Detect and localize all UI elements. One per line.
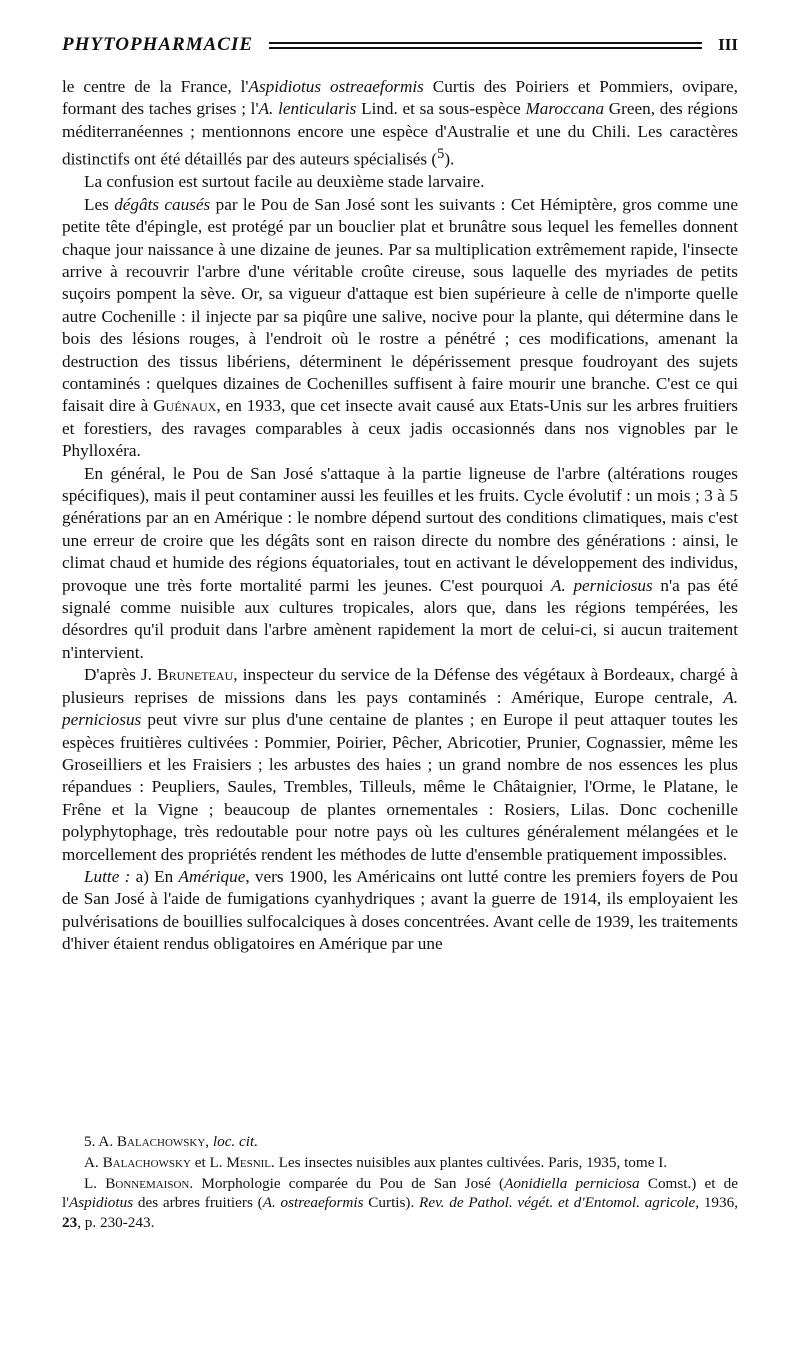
footnotes [62,1132,738,1234]
paragraph-4: En général, le Pou de San José s'attaque à la partie ligneuse de l'arbre (altérations rouges spécifiques), mais il peut contaminer aussi les feuilles et les fruits. Cycle évolutif : un mois ; 3 à 5 générations par an en Amérique : le nombre dépend surtout des conditions climatiques, mais c'est une erreur de croire que les dégâts sont en raison directe du nombre des générations : ainsi, le climat chaud et humide des régions équatoriales, tout en activant le développement des individus, provoque une très forte mortalité parmi les jeunes. C'est pourquoi A. perniciosus n'a pas été signalé comme nuisible aux cultures tropicales, alors que, dans les régions tempérées, les désordres qu'il produit dans l'arbre amènent rapidement la mort de celui-ci, si aucun traitement n'intervient. [62,463,739,662]
page-number: III [718,35,738,54]
paragraph-2: La confusion est surtout facile au deuxième stade larvaire. [84,172,485,192]
paragraph-3: Les dégâts causés par le Pou de San José sont les suivants : Cet Hémiptère, gros comme une petite tête d'épingle, est protégé par un bouclier plat et brunâtre sous lequel les femelles donnent chaque jour naissance à une dizaine de jeunes. Par sa multiplication extrêmement rapide, l'insecte arrive à recouvrir l'arbre d'une véritable croûte cireuse, sous laquelle des myriades de petits suçoirs pompent la sève. Or, sa vigueur d'attaque est bien supérieure à celle de n'importe quelle autre Cochenille : il injecte par sa piqûre une salive, nocive pour la plante, qui détermine dans le bois des lésions rouges, à l'endroit où le rostre a pénétré ; ces modifications, amenant la destruction des tissus libériens, déterminent le dépérissement presque foudroyant des sujets contaminés : quelques dizaines de Cochenilles suffisent à faire mourir une branche. C'est ce qui faisait dire à Guénaux, en 1933, que cet insecte avait causé aux Etats-Unis sur les arbres fruitiers et forestiers, des ravages comparables à ceux jadis occasionnés dans nos vignobles par le Phylloxéra. [62,194,738,461]
footnote-ref-5: 5 [437,146,445,163]
paragraph-1: le centre de la France, l'Aspidiotus ostreaeformis Curtis des Poiriers et Pommiers, ovipare, formant des taches grises ; l'A. lenticularis Lind. et sa sous-espèce Maroccana Green, des régions méditerranéennes ; mentionnons encore une espèce d'Australie et une du Chili. Les caractères distinctifs ont été détaillés par des auteurs spécialisés ($^5$). [62,77,738,169]
header-rule [269,42,702,49]
footnote-5: 5. A. Balachowsky, loc. cit. [84,1133,258,1150]
paragraph-5: D'après J. Bruneteau, inspecteur du service de la Défense des végétaux à Bordeaux, chargé à plusieurs reprises de missions dans les pays contaminés : Amérique, Europe centrale, A. perniciosus peut vivre sur plus d'une centaine de plantes ; en Europe il peut attaquer toutes les espèces fruitières cultivées : Pommier, Poirier, Pêcher, Abricotier, Prunier, Cognassier, même les Groseilliers et les Fraisiers ; les arbustes des haies ; un grand nombre de nos essences les plus répandues : Peupliers, Saules, Trembles, Tilleuls, même le Châtaignier, l'Orme, le Platane, le Frêne et la Vigne ; beaucoup de plantes ornementales : Rosiers, Lilas. Donc cochenille polyphytophage, très redoutable pour notre pays où les cultures généralement mélangées et le morcellement des propriétés rendent les méthodes de lutte d'ensemble pratiquement impossibles. [62,665,738,864]
running-title: PHYTOPHARMACIE [62,34,254,55]
footnote-bonnemaison: L. Bonnemaison. Morphologie comparée du Pou de San José (Aonidiella perniciosa Comst.) et de l'Aspidiotus des arbres fruitiers (A. ostreaeformis Curtis). Rev. de Pathol. végét. et d'Entomol. agricole, 1936, 23, p. 230-243. [62,1174,738,1232]
running-header [62,32,738,58]
body-text [62,76,738,956]
paragraph-6: Lutte : a) En Amérique, vers 1900, les Américains ont lutté contre les premiers foyers de Pou de San José à l'aide de fumigations cyanhydriques ; avant la guerre de 1914, ils employaient les pulvérisations de bouillies sulfocalciques à doses concentrées. Avant celle de 1939, les traitements d'hiver étaient rendus obligatoires en Amérique par une [62,866,738,954]
footnote-balachowsky-mesnil: A. Balachowsky et L. Mesnil. Les insectes nuisibles aux plantes cultivées. Paris, 1935, tome I. [84,1153,668,1171]
